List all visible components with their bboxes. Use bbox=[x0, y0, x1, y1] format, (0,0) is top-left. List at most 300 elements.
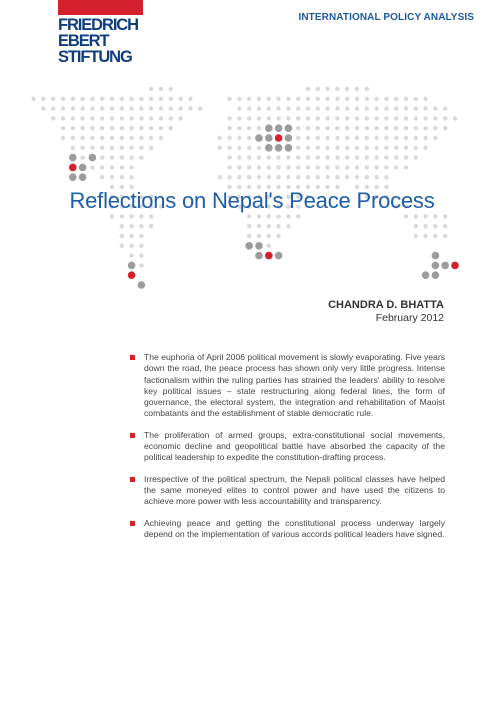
map-dot bbox=[139, 126, 143, 130]
red-square-bullet-icon bbox=[130, 477, 135, 482]
map-dot bbox=[188, 106, 192, 110]
map-dot bbox=[110, 97, 114, 101]
map-dot bbox=[316, 136, 320, 140]
map-dot bbox=[257, 214, 261, 218]
map-dot bbox=[316, 155, 320, 159]
map-dot bbox=[285, 124, 293, 132]
map-dot bbox=[149, 87, 153, 91]
map-dot bbox=[139, 155, 143, 159]
map-dot bbox=[120, 97, 124, 101]
map-dot bbox=[306, 136, 310, 140]
map-dot bbox=[227, 165, 231, 169]
map-dot bbox=[285, 144, 293, 152]
map-dot bbox=[433, 136, 437, 140]
summary-point bbox=[125, 352, 445, 420]
map-dot bbox=[433, 106, 437, 110]
map-dot bbox=[384, 155, 388, 159]
map-dot bbox=[384, 106, 388, 110]
map-dot bbox=[100, 126, 104, 130]
map-dot bbox=[404, 155, 408, 159]
map-dot bbox=[129, 97, 133, 101]
map-dot bbox=[41, 106, 45, 110]
map-dot bbox=[365, 155, 369, 159]
map-dot bbox=[80, 126, 84, 130]
map-dot bbox=[306, 106, 310, 110]
publication-date: February 2012 bbox=[375, 312, 444, 324]
series-label: INTERNATIONAL POLICY ANALYSIS bbox=[298, 12, 474, 23]
map-dot bbox=[306, 97, 310, 101]
map-dot bbox=[374, 97, 378, 101]
map-dot bbox=[265, 144, 273, 152]
map-dot bbox=[276, 106, 280, 110]
summary-point bbox=[125, 430, 445, 464]
map-dot bbox=[267, 97, 271, 101]
map-dot bbox=[257, 155, 261, 159]
map-dot bbox=[227, 175, 231, 179]
map-dot bbox=[129, 146, 133, 150]
map-dot bbox=[316, 175, 320, 179]
map-dot bbox=[286, 116, 290, 120]
map-dot bbox=[139, 136, 143, 140]
map-dot bbox=[178, 116, 182, 120]
map-dot bbox=[443, 116, 447, 120]
map-dot bbox=[247, 234, 251, 238]
map-dot bbox=[423, 224, 427, 228]
map-dot bbox=[120, 106, 124, 110]
map-dot bbox=[404, 97, 408, 101]
map-dot bbox=[237, 106, 241, 110]
map-dot bbox=[198, 106, 202, 110]
map-dot bbox=[306, 146, 310, 150]
document-title: Reflections on Nepal's Peace Process bbox=[69, 188, 435, 213]
map-dot bbox=[316, 146, 320, 150]
summary-point-text: The proliferation of armed groups, extra-constitutional social movements, economic decline and geopolitical battle have absorbed the capacity of the political leadership to expedite the constitution-drafting process. bbox=[144, 429, 445, 463]
map-dot bbox=[71, 116, 75, 120]
map-dot bbox=[257, 116, 261, 120]
map-dot bbox=[71, 136, 75, 140]
map-dot bbox=[414, 214, 418, 218]
map-dot bbox=[443, 106, 447, 110]
map-dot bbox=[404, 146, 408, 150]
map-dot bbox=[384, 126, 388, 130]
map-dot bbox=[443, 224, 447, 228]
author-name: CHANDRA D. BHATTA bbox=[328, 299, 444, 311]
map-dot bbox=[441, 262, 449, 270]
summary-point-text: The euphoria of April 2006 political movement is slowly evaporating. Five years down the road, the peace process has shown only very little progress. Intense factionalism within the ruling parties has strained the leaders' ability to resolve key political issues – state restructuring along federal lines, the form of governance, the electoral system, the integration and rehabilitation of Maoist combatants and the establishment of stable democratic rule. bbox=[144, 352, 445, 419]
map-dot bbox=[257, 165, 261, 169]
map-dot bbox=[237, 155, 241, 159]
map-dot bbox=[414, 126, 418, 130]
map-dot bbox=[365, 136, 369, 140]
map-dot bbox=[345, 87, 349, 91]
map-dot bbox=[51, 106, 55, 110]
map-dot bbox=[365, 126, 369, 130]
map-dot bbox=[325, 155, 329, 159]
map-dot bbox=[355, 136, 359, 140]
map-dot bbox=[325, 175, 329, 179]
map-dot bbox=[247, 126, 251, 130]
map-dot bbox=[404, 165, 408, 169]
map-dot bbox=[120, 146, 124, 150]
map-dot bbox=[433, 234, 437, 238]
map-dot bbox=[345, 146, 349, 150]
map-dot bbox=[100, 106, 104, 110]
map-dot bbox=[110, 175, 114, 179]
map-dot bbox=[149, 214, 153, 218]
map-dot bbox=[100, 97, 104, 101]
map-dot bbox=[89, 154, 97, 162]
summary-list bbox=[125, 352, 445, 550]
map-dot bbox=[286, 224, 290, 228]
map-dot bbox=[247, 97, 251, 101]
summary-point bbox=[125, 474, 445, 508]
map-dot bbox=[365, 116, 369, 120]
map-dot bbox=[394, 97, 398, 101]
map-dot bbox=[276, 214, 280, 218]
map-dot bbox=[129, 155, 133, 159]
map-dot bbox=[423, 234, 427, 238]
map-dot bbox=[120, 224, 124, 228]
map-dot bbox=[129, 214, 133, 218]
map-dot bbox=[129, 253, 133, 257]
map-dot bbox=[80, 106, 84, 110]
map-dot bbox=[325, 126, 329, 130]
map-dot bbox=[404, 136, 408, 140]
map-dot bbox=[129, 244, 133, 248]
map-dot bbox=[237, 116, 241, 120]
logo-line-3: STIFTUNG bbox=[58, 48, 132, 66]
map-dot bbox=[365, 165, 369, 169]
map-dot bbox=[178, 106, 182, 110]
map-dot bbox=[345, 106, 349, 110]
map-dot bbox=[159, 136, 163, 140]
map-dot bbox=[265, 134, 273, 142]
map-dot bbox=[139, 263, 143, 267]
map-dot bbox=[306, 126, 310, 130]
map-dot bbox=[227, 155, 231, 159]
map-dot bbox=[139, 253, 143, 257]
map-dot bbox=[316, 126, 320, 130]
map-dot bbox=[423, 116, 427, 120]
map-dot bbox=[267, 234, 271, 238]
map-dot bbox=[227, 136, 231, 140]
map-dot bbox=[414, 136, 418, 140]
map-dot bbox=[355, 155, 359, 159]
map-dot bbox=[285, 134, 293, 142]
map-dot bbox=[227, 126, 231, 130]
map-dot bbox=[394, 116, 398, 120]
map-dot bbox=[306, 165, 310, 169]
map-dot bbox=[129, 136, 133, 140]
map-dot bbox=[433, 224, 437, 228]
map-dot bbox=[355, 165, 359, 169]
map-dot bbox=[453, 116, 457, 120]
map-dot bbox=[247, 106, 251, 110]
map-dot bbox=[110, 136, 114, 140]
map-dot bbox=[257, 224, 261, 228]
map-dot bbox=[247, 165, 251, 169]
map-dot bbox=[71, 97, 75, 101]
map-dot bbox=[80, 116, 84, 120]
map-dot bbox=[296, 155, 300, 159]
map-dot bbox=[169, 97, 173, 101]
logo-red-bar bbox=[58, 0, 143, 15]
map-dot bbox=[169, 106, 173, 110]
map-dot bbox=[129, 116, 133, 120]
map-dot bbox=[365, 97, 369, 101]
map-dot bbox=[149, 146, 153, 150]
map-dot bbox=[286, 106, 290, 110]
map-dot bbox=[335, 126, 339, 130]
map-dot bbox=[159, 106, 163, 110]
map-dot bbox=[275, 124, 283, 132]
map-dot bbox=[414, 146, 418, 150]
map-dot bbox=[296, 136, 300, 140]
map-dot bbox=[90, 126, 94, 130]
map-dot bbox=[443, 214, 447, 218]
map-dot bbox=[90, 146, 94, 150]
map-dot bbox=[218, 136, 222, 140]
map-dot bbox=[267, 224, 271, 228]
map-dot bbox=[237, 146, 241, 150]
map-dot bbox=[296, 214, 300, 218]
map-dot bbox=[90, 97, 94, 101]
map-dot bbox=[90, 165, 94, 169]
map-dot bbox=[257, 97, 261, 101]
map-dot bbox=[129, 106, 133, 110]
map-dot bbox=[80, 155, 84, 159]
red-square-bullet-icon bbox=[130, 433, 135, 438]
map-dot bbox=[90, 136, 94, 140]
map-dot bbox=[149, 126, 153, 130]
map-dot bbox=[433, 116, 437, 120]
map-dot bbox=[345, 165, 349, 169]
map-dot bbox=[374, 175, 378, 179]
map-dot bbox=[286, 155, 290, 159]
map-dot bbox=[120, 244, 124, 248]
summary-point-text: Achieving peace and getting the constitutional process underway largely depend on the implementation of various accords political leaders have signed. bbox=[144, 517, 445, 539]
map-dot bbox=[355, 126, 359, 130]
map-dot bbox=[80, 146, 84, 150]
map-dot bbox=[159, 87, 163, 91]
map-dot bbox=[129, 224, 133, 228]
map-dot bbox=[169, 126, 173, 130]
map-dot bbox=[237, 136, 241, 140]
map-dot bbox=[355, 97, 359, 101]
map-dot bbox=[316, 116, 320, 120]
map-dot bbox=[335, 165, 339, 169]
map-dot bbox=[275, 252, 283, 260]
map-dot bbox=[345, 97, 349, 101]
map-dot bbox=[110, 126, 114, 130]
map-dot bbox=[335, 136, 339, 140]
map-dot bbox=[276, 234, 280, 238]
map-dot bbox=[71, 126, 75, 130]
map-dot bbox=[374, 155, 378, 159]
map-dot bbox=[159, 126, 163, 130]
map-dot bbox=[149, 97, 153, 101]
map-dot bbox=[345, 116, 349, 120]
map-dot bbox=[265, 124, 273, 132]
map-dot bbox=[423, 106, 427, 110]
map-dot bbox=[267, 116, 271, 120]
map-dot bbox=[414, 234, 418, 238]
map-dot bbox=[267, 214, 271, 218]
map-dot bbox=[423, 126, 427, 130]
map-dot bbox=[296, 146, 300, 150]
summary-point bbox=[125, 518, 445, 541]
map-dot bbox=[365, 146, 369, 150]
map-dot bbox=[149, 116, 153, 120]
map-dot bbox=[110, 165, 114, 169]
map-dot bbox=[394, 136, 398, 140]
map-dot bbox=[443, 234, 447, 238]
map-dot bbox=[296, 97, 300, 101]
map-dot bbox=[325, 106, 329, 110]
map-dot bbox=[432, 271, 440, 279]
map-dot bbox=[218, 175, 222, 179]
red-square-bullet-icon bbox=[130, 355, 135, 360]
map-dot bbox=[286, 97, 290, 101]
map-dot bbox=[443, 126, 447, 130]
map-dot bbox=[129, 175, 133, 179]
map-dot bbox=[61, 106, 65, 110]
map-dot bbox=[100, 165, 104, 169]
map-dot bbox=[80, 97, 84, 101]
map-dot bbox=[120, 126, 124, 130]
map-dot bbox=[61, 116, 65, 120]
map-dot bbox=[267, 175, 271, 179]
map-dot bbox=[374, 165, 378, 169]
map-dot bbox=[159, 97, 163, 101]
map-dot bbox=[306, 155, 310, 159]
map-dot bbox=[404, 116, 408, 120]
map-dot bbox=[404, 106, 408, 110]
map-dot bbox=[404, 126, 408, 130]
map-dot bbox=[255, 252, 263, 260]
map-dot bbox=[227, 146, 231, 150]
map-dot bbox=[255, 242, 263, 250]
map-dot bbox=[120, 136, 124, 140]
map-dot bbox=[394, 106, 398, 110]
map-dot bbox=[384, 136, 388, 140]
map-dot bbox=[120, 175, 124, 179]
map-dot bbox=[267, 244, 271, 248]
map-highlight-dot bbox=[275, 134, 283, 142]
map-dot bbox=[325, 116, 329, 120]
map-dot bbox=[110, 146, 114, 150]
map-dot bbox=[61, 97, 65, 101]
map-dot bbox=[267, 106, 271, 110]
map-dot bbox=[355, 175, 359, 179]
map-dot bbox=[296, 116, 300, 120]
map-dot bbox=[69, 154, 77, 162]
map-dot bbox=[335, 116, 339, 120]
map-dot bbox=[247, 214, 251, 218]
map-dot bbox=[345, 155, 349, 159]
map-dot bbox=[365, 175, 369, 179]
map-dot bbox=[384, 97, 388, 101]
map-dot bbox=[345, 175, 349, 179]
map-dot bbox=[69, 173, 77, 181]
map-highlight-dot bbox=[69, 164, 77, 172]
map-dot bbox=[374, 106, 378, 110]
map-dot bbox=[404, 214, 408, 218]
map-dot bbox=[433, 126, 437, 130]
map-dot bbox=[432, 252, 440, 260]
map-dot bbox=[80, 136, 84, 140]
map-dot bbox=[51, 97, 55, 101]
map-dot bbox=[414, 97, 418, 101]
map-dot bbox=[31, 97, 35, 101]
map-dot bbox=[414, 116, 418, 120]
map-dot bbox=[247, 175, 251, 179]
map-dot bbox=[276, 97, 280, 101]
map-dot bbox=[414, 106, 418, 110]
map-dot bbox=[257, 175, 261, 179]
logo-line-2: EBERT bbox=[58, 32, 109, 50]
map-dot bbox=[374, 146, 378, 150]
map-dot bbox=[139, 116, 143, 120]
map-dot bbox=[422, 271, 430, 279]
map-dot bbox=[169, 116, 173, 120]
map-dot bbox=[129, 234, 133, 238]
map-dot bbox=[423, 146, 427, 150]
map-dot bbox=[345, 126, 349, 130]
map-dot bbox=[306, 175, 310, 179]
map-dot bbox=[374, 116, 378, 120]
map-dot bbox=[267, 155, 271, 159]
map-dot bbox=[257, 146, 261, 150]
map-dot bbox=[138, 281, 146, 289]
map-dot bbox=[423, 214, 427, 218]
map-dot bbox=[286, 214, 290, 218]
map-dot bbox=[316, 106, 320, 110]
map-dot bbox=[129, 126, 133, 130]
map-dot bbox=[110, 106, 114, 110]
map-dot bbox=[71, 146, 75, 150]
map-dot bbox=[414, 224, 418, 228]
map-dot bbox=[79, 173, 87, 181]
logo-line-1: FRIEDRICH bbox=[58, 16, 138, 34]
map-dot bbox=[247, 116, 251, 120]
map-dot bbox=[227, 116, 231, 120]
map-dot bbox=[296, 165, 300, 169]
map-dot bbox=[325, 146, 329, 150]
map-dot bbox=[384, 175, 388, 179]
map-dot bbox=[257, 234, 261, 238]
map-dot bbox=[355, 116, 359, 120]
summary-point-text: Irrespective of the political spectrum, the Nepali political classes have helped the same moneyed elites to control power and have used the citizens to achieve more power with less accountability and transparency. bbox=[144, 473, 445, 507]
map-dot bbox=[178, 97, 182, 101]
map-dot bbox=[286, 175, 290, 179]
map-dot bbox=[433, 214, 437, 218]
map-dot bbox=[325, 97, 329, 101]
map-dot bbox=[139, 234, 143, 238]
map-dot bbox=[365, 106, 369, 110]
map-dot bbox=[100, 155, 104, 159]
map-dot bbox=[110, 155, 114, 159]
map-dot bbox=[374, 126, 378, 130]
map-dot bbox=[61, 126, 65, 130]
map-dot bbox=[335, 106, 339, 110]
map-dot bbox=[384, 116, 388, 120]
map-dot bbox=[237, 126, 241, 130]
map-dot bbox=[61, 136, 65, 140]
map-dot bbox=[218, 146, 222, 150]
map-dot bbox=[335, 97, 339, 101]
map-dot bbox=[306, 116, 310, 120]
